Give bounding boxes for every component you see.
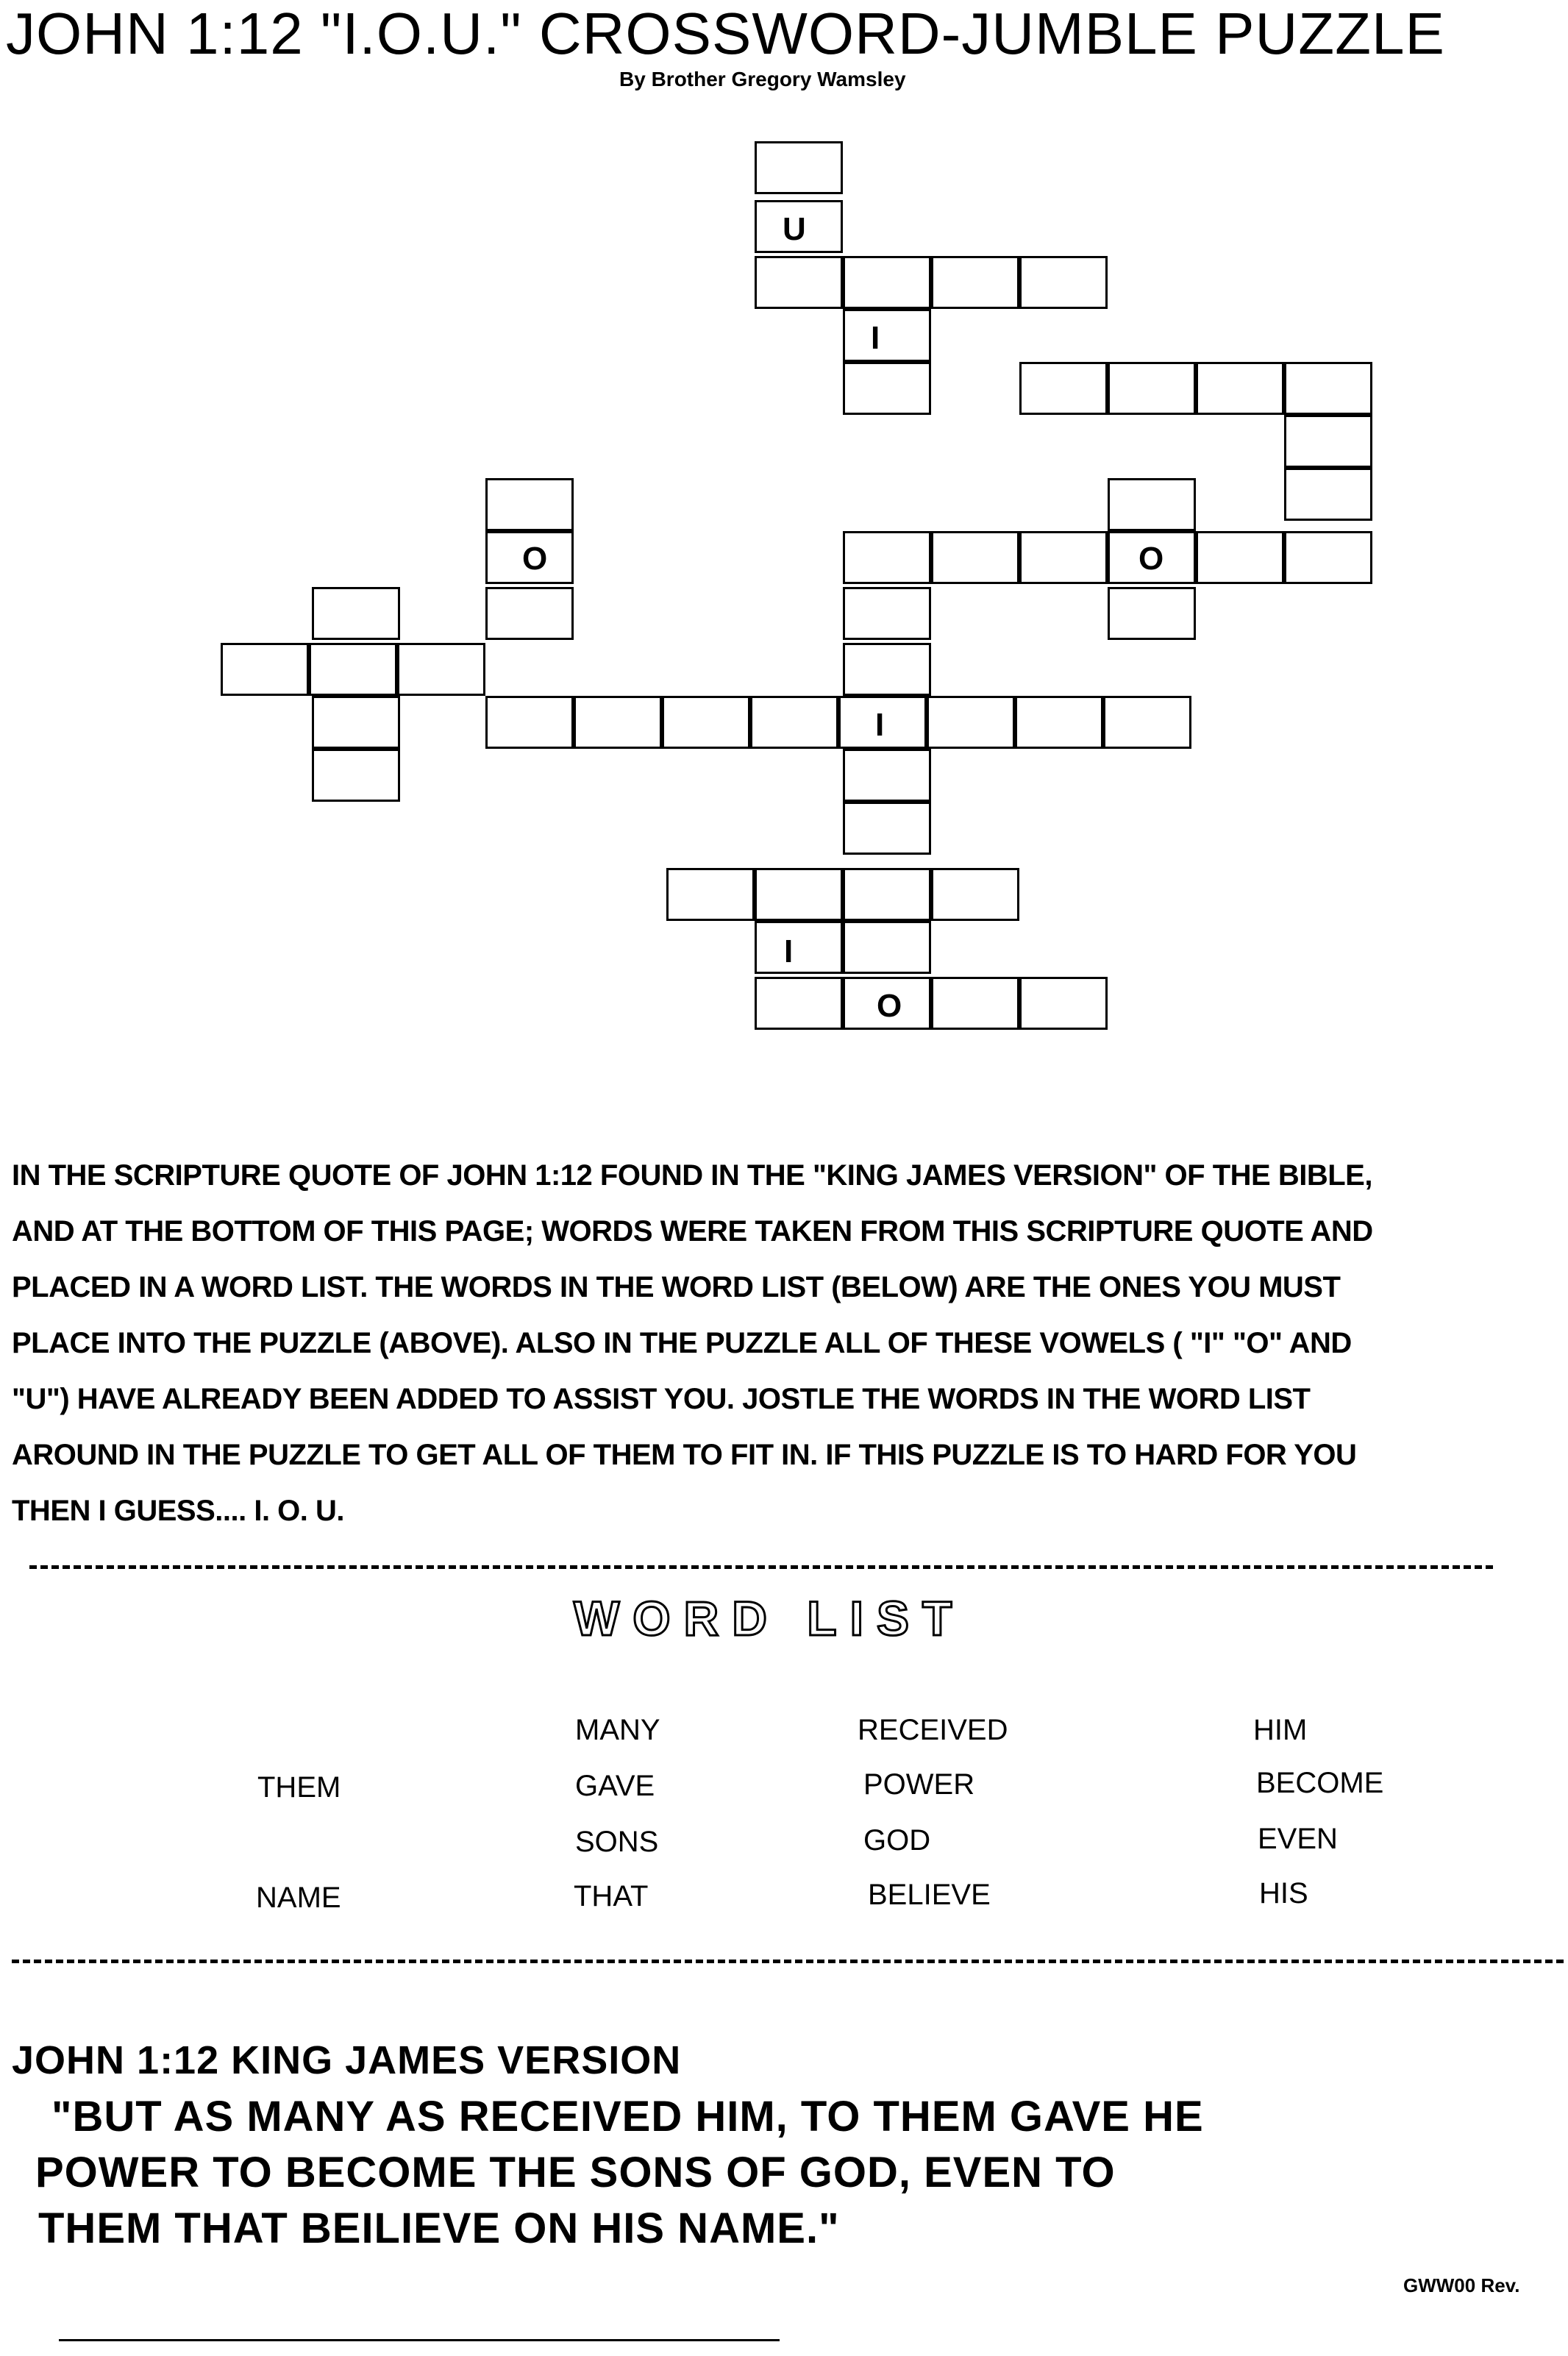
crossword-cell [843, 802, 931, 855]
crossword-cell [1284, 362, 1372, 415]
word-list-item: THAT [574, 1880, 649, 1912]
crossword-cell [843, 362, 931, 415]
crossword-cell [750, 696, 838, 749]
crossword-cell [221, 643, 309, 696]
crossword-cell [931, 256, 1019, 309]
instructions-line: THEN I GUESS.... I. O. U. [12, 1495, 345, 1527]
crossword-cell [755, 977, 843, 1030]
crossword-cell [931, 868, 1019, 921]
instructions-line: IN THE SCRIPTURE QUOTE OF JOHN 1:12 FOUND IN THE "KING JAMES VERSION" OF THE BIBLE, [12, 1159, 1372, 1192]
crossword-cell [1019, 977, 1108, 1030]
instructions-paragraph [12, 1147, 1565, 1539]
instructions-line: PLACED IN A WORD LIST. THE WORDS IN THE WORD LIST (BELOW) ARE THE ONES YOU MUST [12, 1271, 1341, 1303]
scripture-line: "BUT AS MANY AS RECEIVED HIM, TO THEM GAVE HE [51, 2093, 1204, 2140]
word-list-item: MANY [575, 1714, 660, 1746]
crossword-cell [312, 696, 400, 749]
word-list-item: BECOME [1256, 1767, 1384, 1799]
crossword-cell [485, 587, 574, 640]
crossword-cell [843, 868, 931, 921]
crossword-cell [1196, 531, 1284, 584]
crossword-cell [755, 868, 843, 921]
crossword-grid [0, 0, 1568, 1044]
divider-bottom [12, 1960, 1564, 1963]
crossword-cell [1284, 531, 1372, 584]
word-list-title: WORD LIST [574, 1591, 966, 1645]
crossword-cell [662, 696, 750, 749]
given-letter: O [522, 541, 548, 577]
word-list-item: POWER [863, 1768, 975, 1801]
crossword-cell [927, 696, 1015, 749]
crossword-cell [1108, 362, 1196, 415]
word-list-item: GAVE [575, 1770, 655, 1802]
word-list-item: GOD [863, 1824, 931, 1857]
crossword-cell [485, 478, 574, 531]
crossword-cell [312, 587, 400, 640]
instructions-line: AROUND IN THE PUZZLE TO GET ALL OF THEM TO FIT IN. IF THIS PUZZLE IS TO HARD FOR YOU [12, 1439, 1357, 1471]
crossword-cell [1019, 362, 1108, 415]
crossword-cell [931, 977, 1019, 1030]
word-list-item: THEM [257, 1771, 341, 1804]
crossword-cell [666, 868, 755, 921]
crossword-cell [843, 309, 931, 362]
crossword-cell [755, 256, 843, 309]
crossword-cell [1019, 531, 1108, 584]
crossword-cell [843, 587, 931, 640]
given-letter: O [1138, 541, 1164, 577]
instructions-line: AND AT THE BOTTOM OF THIS PAGE; WORDS WERE TAKEN FROM THIS SCRIPTURE QUOTE AND [12, 1215, 1373, 1248]
crossword-cell [755, 141, 843, 194]
author-byline: By Brother Gregory Wamsley [619, 68, 906, 90]
scripture-line: POWER TO BECOME THE SONS OF GOD, EVEN TO [35, 2149, 1116, 2196]
scripture-line: THEM THAT BEILIEVE ON HIS NAME." [38, 2204, 840, 2252]
crossword-cell [755, 921, 843, 974]
crossword-cell [1284, 415, 1372, 468]
word-list-item: SONS [575, 1826, 659, 1858]
crossword-cell [309, 643, 397, 696]
crossword-cell [931, 531, 1019, 584]
crossword-cell [843, 921, 931, 974]
bottom-line [59, 2339, 780, 2341]
crossword-cell [843, 749, 931, 802]
crossword-cell [1108, 478, 1196, 531]
given-letter: I [875, 707, 885, 743]
instructions-line: PLACE INTO THE PUZZLE (ABOVE). ALSO IN THE PUZZLE ALL OF THESE VOWELS ( "I" "O" AND [12, 1327, 1352, 1359]
crossword-cell [843, 531, 931, 584]
crossword-cell [1284, 468, 1372, 521]
page-title: JOHN 1:12 "I.O.U." CROSSWORD-JUMBLE PUZZLE [6, 1, 1445, 66]
crossword-cell [574, 696, 662, 749]
crossword-cell [843, 643, 931, 696]
crossword-cell [1019, 256, 1108, 309]
divider-top [29, 1565, 1493, 1569]
word-list-item: EVEN [1258, 1823, 1338, 1855]
given-letter: I [784, 933, 794, 969]
given-letter: I [871, 320, 880, 356]
given-letter: U [783, 211, 806, 247]
word-list-item: NAME [256, 1882, 341, 1914]
crossword-cell [1108, 587, 1196, 640]
crossword-cell [1196, 362, 1284, 415]
crossword-cell [1015, 696, 1103, 749]
crossword-cell [485, 696, 574, 749]
given-letter: O [877, 988, 902, 1024]
word-list-item: HIS [1259, 1877, 1308, 1910]
word-list-item: BELIEVE [868, 1879, 991, 1911]
word-list-item: RECEIVED [858, 1714, 1008, 1746]
word-list-item: HIM [1253, 1714, 1308, 1746]
scripture-title: JOHN 1:12 KING JAMES VERSION [12, 2038, 682, 2082]
crossword-cell [1103, 696, 1191, 749]
instructions-line: "U") HAVE ALREADY BEEN ADDED TO ASSIST YOU. JOSTLE THE WORDS IN THE WORD LIST [12, 1383, 1311, 1415]
crossword-cell [312, 749, 400, 802]
crossword-cell [843, 256, 931, 309]
crossword-cell [397, 643, 485, 696]
document-code: GWW00 Rev. [1403, 2274, 1520, 2296]
